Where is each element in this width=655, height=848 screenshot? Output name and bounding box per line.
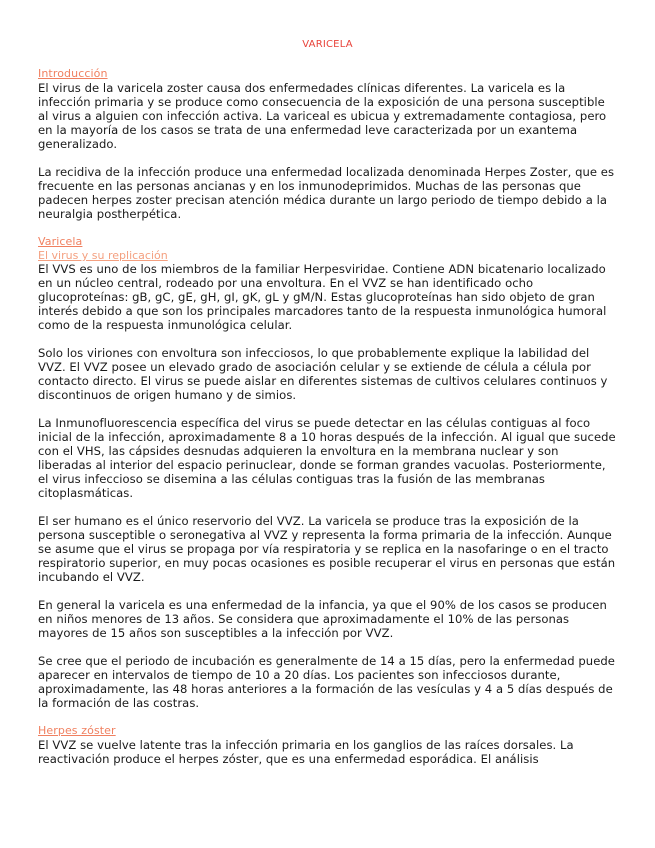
document-title: VARICELA	[302, 39, 353, 50]
paragraph: El ser humano es el único reservorio del VVZ. La varicela se produce tras la exposición de la persona susceptible o seronegativa al VVZ y representa la forma primaria de la infección. Aunque se asume que el virus se propaga por vía respiratoria y se replica en la nasofaringe o en el tracto respiratorio superior, en muy pocas ocasiones es posible recuperar el virus en personas que están incubando el VVZ.	[38, 514, 616, 584]
document-body	[38, 67, 616, 766]
paragraph: El virus de la varicela zoster causa dos enfermedades clínicas diferentes. La varicela es la infección primaria y se produce como consecuencia de la exposición de una persona susceptible al virus a alguien con infección activa. La variceal es ubicua y extremadamente contagiosa, pero en la mayoría de los casos se trata de una enfermedad leve caracterizada por un exantema generalizado.	[38, 81, 607, 151]
section-varicela	[38, 235, 616, 710]
paragraph: La Inmunofluorescencia específica del virus se puede detectar en las células contiguas al foco inicial de la infección, aproximadamente 8 a 10 horas después de la infección. Al igual que sucede con el VHS, las cápsides desnudas adquieren la envoltura en la membrana nuclear y son liberadas al interior del espacio perinuclear, donde se forman grandes vacuolas. Posteriormente, el virus infeccioso se disemina a las células contiguas tras la fusión de las membranas citoplasmáticas.	[38, 416, 616, 500]
section-herpes-zoster	[38, 724, 616, 766]
section-heading-varicela: Varicela	[38, 235, 83, 248]
paragraph: Se cree que el periodo de incubación es generalmente de 14 a 15 días, pero la enfermedad puede aparecer en intervalos de tiempo de 10 a 20 días. Los pacientes son infecciosos durante, aproximadamente, las 48 horas anteriores a la formación de las vesículas y 4 a 5 días después de la formación de las costras.	[38, 654, 615, 710]
subsection-heading-virus-replicacion: El virus y su replicación	[38, 249, 168, 262]
paragraph: El VVZ se vuelve latente tras la infección primaria en los ganglios de las raíces dorsales. La reactivación produce el herpes zóster, que es una enfermedad esporádica. El análisis	[38, 738, 574, 766]
paragraph: En general la varicela es una enfermedad de la infancia, ya que el 90% de los casos se producen en niños menores de 13 años. Se considera que aproximadamente el 10% de las personas mayores de 15 años son susceptibles a la infección por VVZ.	[38, 598, 607, 640]
paragraph: El VVS es uno de los miembros de la familiar Herpesviridae. Contiene ADN bicatenario localizado en un núcleo central, rodeado por una envoltura. En el VVZ se han identificado ocho glucoproteínas: gB, gC, gE, gH, gI, gK, gL y gM/N. Estas glucoproteínas han sido objeto de gran interés debido a que son los principales marcadores tanto de la respuesta inmunológica humoral como de la respuesta inmunológica celular.	[38, 262, 607, 332]
paragraph: La recidiva de la infección produce una enfermedad localizada denominada Herpes Zoster, que es frecuente en las personas ancianas y en los inmunodeprimidos. Muchas de las personas que padecen herpes zoster precisan atención médica durante un largo periodo de tiempo debido a la neuralgia postherpética.	[38, 165, 615, 221]
section-heading-introduccion: Introducción	[38, 67, 108, 80]
section-heading-herpes-zoster: Herpes zóster	[38, 724, 116, 737]
paragraph: Solo los viriones con envoltura son infecciosos, lo que probablemente explique la labilidad del VVZ. El VVZ posee un elevado grado de asociación celular y se extiende de célula a célula por contacto directo. El virus se puede aislar en diferentes sistemas de cultivos celulares continuos y discontinuos de origen humano y de simios.	[38, 346, 608, 402]
section-introduccion	[38, 67, 616, 221]
